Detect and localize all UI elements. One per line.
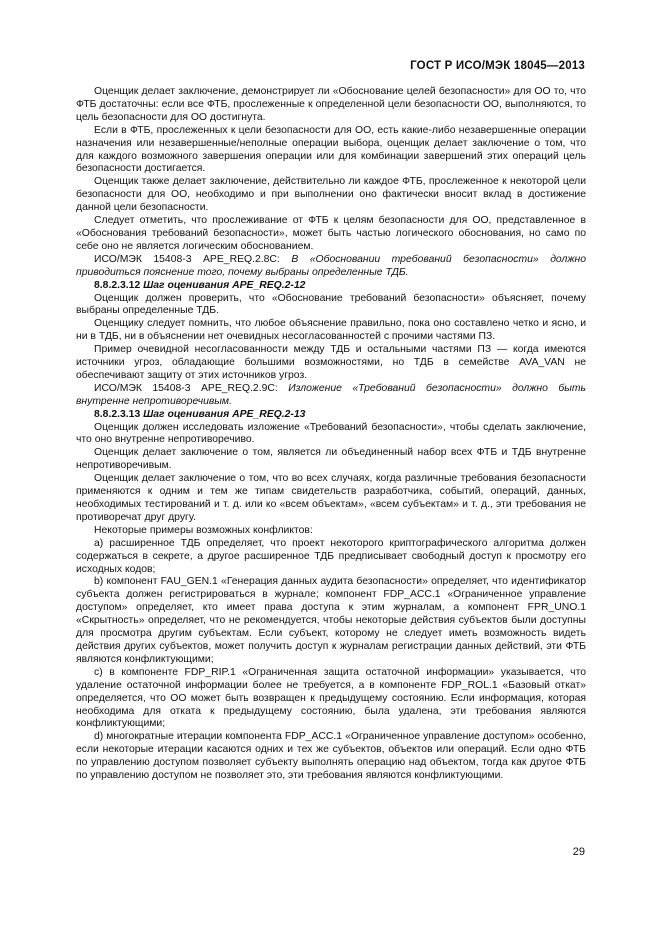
section-heading [76, 280, 586, 293]
reference-id: ИСО/МЭК 15408-3 APE_REQ.2.8C: [94, 253, 292, 265]
body-paragraph: d) многократные итерации компонента FDP_ACC.1 «Ограниченное управление доступом» особенно, если некоторые итерации касаются одних и тех же субъектов, объектов или операций. Если одно ФТБ по управлению доступом позволяет субъекту выполнять операцию над объектом, тогда как другое ФТБ по управлению доступом не позволяет это, эти требования являются конфликтующими. [76, 731, 586, 782]
standard-reference [76, 383, 586, 409]
standard-reference [76, 254, 586, 280]
reference-id: ИСО/МЭК 15408-3 APE_REQ.2.9C: [94, 382, 289, 394]
reference-text: В «Обосновании требований безопасности» должно приводиться пояснение того, почему выбраны определенные ТДБ. [76, 253, 586, 278]
section-title: Шаг оценивания APE_REQ.2-13 [143, 408, 306, 420]
section-title: Шаг оценивания APE_REQ.2-12 [143, 279, 306, 291]
document-body [76, 86, 586, 783]
body-paragraph: Следует отметить, что прослеживание от ФТБ к целям безопасности для ОО, представленное в «Обоснования требований безопасности», может быть частью логического обоснования, но само по себе оно не является логическим обоснованием. [76, 215, 586, 252]
body-paragraph: Оценщику следует помнить, что любое объяснение правильно, пока оно составлено четко и ясно, и ни в ТДБ, ни в объяснении нет очевидных несогласованностей с прочими частями ПЗ. [76, 318, 586, 343]
body-paragraph: Пример очевидной несогласованности между ТДБ и остальными частями ПЗ — когда имеются источники угроз, обладающие большими возможностями, но ТДБ в семействе AVA_VAN не обеспечивают защиту от этих источников угроз. [76, 344, 586, 381]
section-number: 8.8.2.3.13 [94, 408, 144, 420]
body-paragraph: Оценщик делает заключение, демонстрирует ли «Обоснование целей безопасности» для ОО то, что ФТБ достаточны: если все ФТБ, прослеженные к определенной цели безопасности ОО, выполняются, то цель безопасности для ОО достигнута. [76, 86, 586, 123]
reference-text: Изложение «Требований безопасности» должно быть внутренне непротиворечивым. [76, 382, 586, 407]
body-paragraph: Некоторые примеры возможных конфликтов: [94, 524, 313, 536]
body-paragraph: b) компонент FAU_GEN.1 «Генерация данных аудита безопасности» определяет, что идентификатор субъекта должен регистрироваться в журнале; компонент FDP_ACC.1 «Ограниченное управление доступом» определяет, кто имеет права доступа к этим журналам, а компонент FPR_UNO.1 «Скрытность» определяет, что не рекомендуется, чтобы некоторые действия субъектов были доступны для просмотра другим субъектам. Если субъект, которому не следует иметь возможность видеть действия других субъектов, может получить доступ к журналам регистрации данных действий, эти ФТБ являются конфликтующими; [76, 576, 586, 665]
body-paragraph: Оценщик делает заключение о том, что во всех случаях, когда различные требования безопасности применяются к одним и тем же типам свидетельств разработчика, событий, операций, данных, необходимых тестирований и т. д. или ко «всем объектам», «всем субъектам» и т. д., эти требования не противоречат друг другу. [76, 473, 586, 523]
document-header: ГОСТ Р ИСО/МЭК 18045—2013 [410, 60, 585, 72]
body-paragraph: а) расширенное ТДБ определяет, что проект некоторого криптографического алгоритма должен содержаться в секрете, а другое расширенное ТДБ предписывает свободный доступ к просмотру его исходных кодов; [76, 537, 586, 575]
body-paragraph: Оценщик должен исследовать изложение «Требований безопасности», чтобы сделать заключение, что оно внутренне непротиворечиво. [76, 421, 586, 446]
section-heading [76, 409, 586, 422]
body-paragraph: с) в компоненте FDP_RIP.1 «Ограниченная защита остаточной информации» указывается, что удаление остаточной информации более не требуется, а в компоненте FDP_ROL.1 «Базовый откат» определяется, что ОО может быть возвращен к предыдущему состоянию. Если информация, которая необходима для отката к предыдущему состоянию, была удалена, эти требования являются конфликтующими; [76, 666, 586, 730]
body-paragraph: Оценщик делает заключение о том, является ли объединенный набор всех ФТБ и ТДБ внутренне непротиворечивым. [76, 447, 586, 472]
section-number: 8.8.2.3.12 [94, 279, 144, 291]
body-paragraph: Оценщик также делает заключение, действительно ли каждое ФТБ, прослеженное к некоторой цели безопасности для ОО, необходимо и при выполнении оно фактически вносит вклад в достижение данной цели безопасности. [76, 176, 586, 214]
body-paragraph: Если в ФТБ, прослеженных к цели безопасности для ОО, есть какие-либо незавершенные операции назначения или незавершенные/неполные операции выбора, оценщик делает заключение о том, что для каждого возможного завершения операции или для комбинации завершений этих операций цель безопасности достигается. [76, 124, 586, 175]
body-paragraph: Оценщик должен проверить, что «Обоснование требований безопасности» объясняет, почему выбраны определенные ТДБ. [76, 292, 586, 317]
page-number: 29 [572, 846, 585, 858]
